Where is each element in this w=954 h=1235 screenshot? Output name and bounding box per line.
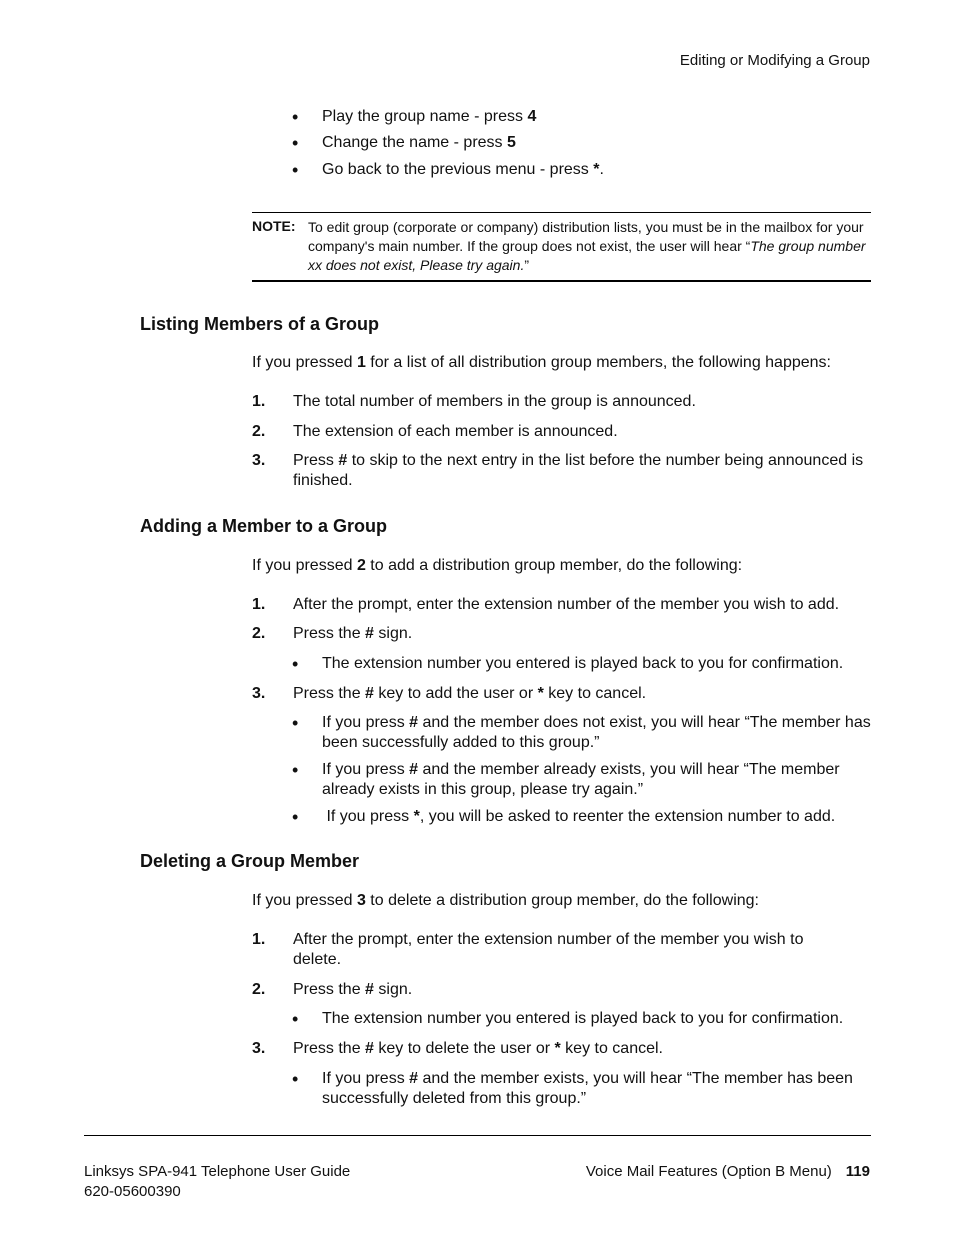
section-title: Voice Mail Features (Option B Menu)	[585, 1163, 832, 1180]
bullet-icon: •	[292, 1009, 299, 1029]
bullet-icon: •	[292, 713, 299, 733]
list-item: Change the name - press 5	[322, 134, 516, 151]
list-item: If you press # and the member already exists, you will hear “The member already exists in this group, please try again.”	[322, 761, 840, 798]
running-header: Editing or Modifying a Group	[679, 52, 870, 69]
step-text: Press the # sign.	[293, 625, 413, 642]
step-text: Press the # key to delete the user or * key to cancel.	[293, 1040, 663, 1057]
section-heading-adding: Adding a Member to a Group	[140, 516, 388, 536]
note-text: To edit group (corporate or company) distribution lists, you must be in the mailbox for your company's main number. If the group does not exist, the user will hear “The group number xx does not exist, Please try again.”	[308, 219, 866, 273]
step-text: Press the # key to add the user or * key to cancel.	[293, 685, 647, 702]
step-text: Press # to skip to the next entry in the list before the number being announced is finished.	[293, 452, 864, 489]
step-number: 2.	[252, 625, 266, 642]
step-text: After the prompt, enter the extension number of the member you wish to delete.	[293, 931, 804, 968]
step-text: The extension of each member is announced.	[293, 423, 618, 440]
step-text: Press the # sign.	[293, 981, 413, 998]
list-item: Go back to the previous menu - press *.	[322, 161, 604, 178]
step-number: 1.	[252, 931, 266, 948]
step-number: 2.	[252, 981, 266, 998]
section-heading-deleting: Deleting a Group Member	[140, 851, 360, 871]
step-number: 3.	[252, 1040, 266, 1057]
list-item: If you press # and the member does not exist, you will hear “The member has been successfully added to this group.”	[322, 714, 871, 751]
bullet-icon: •	[292, 654, 299, 674]
list-item: If you press # and the member exists, you will hear “The member has been successfully deleted from this group.”	[322, 1070, 853, 1107]
list-item: The extension number you entered is played back to you for confirmation.	[322, 1010, 844, 1027]
list-item: The extension number you entered is played back to you for confirmation.	[322, 655, 844, 672]
bullet-icon: •	[292, 760, 299, 780]
list-item: If you press *, you will be asked to reenter the extension number to add.	[322, 808, 836, 825]
doc-number: 620-05600390	[84, 1183, 181, 1200]
note-rule-bottom	[252, 280, 871, 282]
step-number: 2.	[252, 423, 266, 440]
bullet-icon: •	[292, 1069, 299, 1089]
bullet-icon: •	[292, 807, 299, 827]
step-number: 1.	[252, 596, 266, 613]
bullet-icon: •	[292, 133, 299, 153]
note-rule-top	[252, 212, 871, 213]
section-intro: If you pressed 1 for a list of all distribution group members, the following happens:	[252, 354, 831, 371]
note-label: NOTE:	[252, 218, 296, 234]
step-number: 3.	[252, 685, 266, 702]
page-number: 119	[845, 1163, 870, 1180]
bullet-icon: •	[292, 160, 299, 180]
section-heading-listing: Listing Members of a Group	[140, 314, 380, 334]
section-intro: If you pressed 2 to add a distribution group member, do the following:	[252, 557, 743, 574]
footer-right	[586, 1162, 870, 1182]
step-number: 1.	[252, 393, 266, 410]
section-intro: If you pressed 3 to delete a distribution group member, do the following:	[252, 892, 759, 909]
step-text: After the prompt, enter the extension number of the member you wish to add.	[293, 596, 840, 613]
step-text: The total number of members in the group is announced.	[293, 393, 696, 410]
footer-rule	[84, 1135, 871, 1136]
list-item: Play the group name - press 4	[322, 108, 537, 125]
bullet-icon: •	[292, 107, 299, 127]
step-number: 3.	[252, 452, 266, 469]
guide-title: Linksys SPA-941 Telephone User Guide	[84, 1163, 351, 1180]
footer-left	[84, 1162, 350, 1202]
